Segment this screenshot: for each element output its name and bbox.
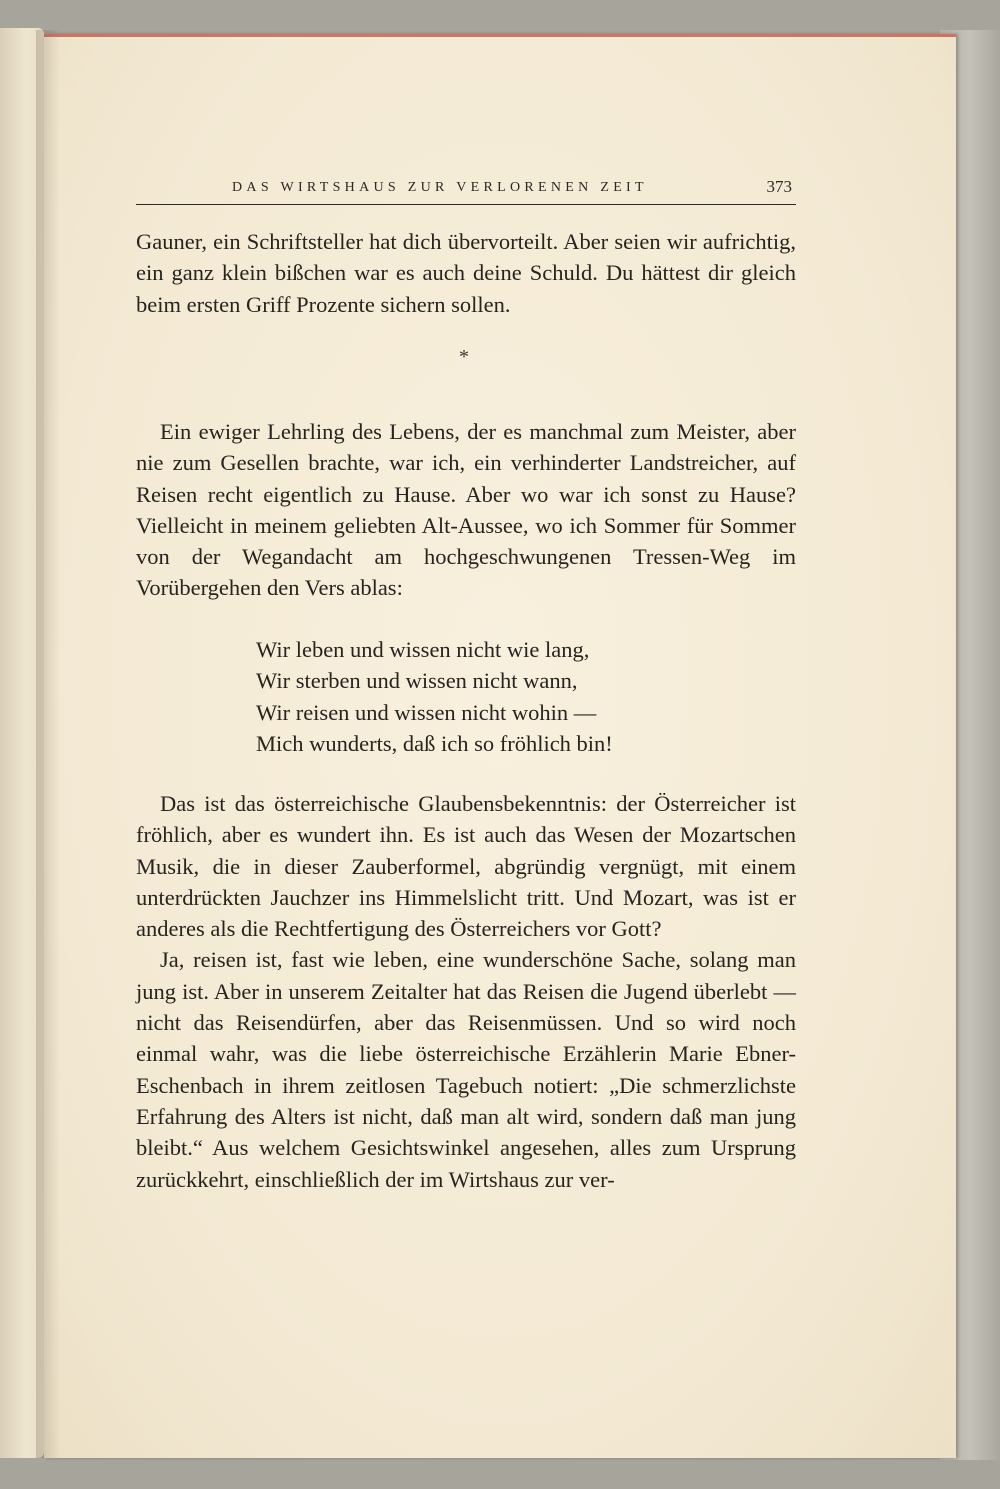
spine-shadow [36,30,60,1458]
section-separator: * [459,346,469,368]
verse [256,634,613,759]
book-page [44,34,956,1458]
page-number: 373 [766,177,792,196]
text-block-1 [136,226,796,320]
verse-line: Wir reisen und wissen nicht wohin — [256,699,597,725]
verse-line: Mich wunderts, daß ich so fröhlich bin! [256,730,613,756]
page-top-edge [44,34,956,37]
verse-line: Wir leben und wissen nicht wie lang, [256,637,590,662]
paragraph-1: Gauner, ein Schriftsteller hat dich übervorteilt. Aber seien wir aufrichtig, ein ganz klein bißchen war es auch deine Schuld. Du hättest dir gleich beim ersten Griff Prozente sichern sollen. [136,229,796,317]
running-title: DAS WIRTSHAUS ZUR VERLORENEN ZEIT [232,180,648,195]
text-block-3 [136,788,796,1195]
running-header [136,174,796,205]
paragraph-2: Ein ewiger Lehrling des Lebens, der es manchmal zum Meister, aber nie zum Gesellen brachte, war ich, ein verhinderter Landstreicher, auf Reisen recht eigentlich zu Hause. Aber wo war ich sonst zu Hause? Vielleicht in meinem geliebten Alt-Aussee, wo ich Sommer für Sommer von der Wegandacht am hochgeschwungenen Tressen-Weg im Vorübergehen den Vers ablas: [136,419,796,601]
verse-line: Wir sterben und wissen nicht wann, [256,668,578,694]
text-block-2 [136,416,796,604]
paragraph-3: Das ist das österreichische Glaubensbekenntnis: der Österreicher ist fröhlich, aber es wundert ihn. Es ist auch das Wesen der Mozartschen Musik, die in dieser Zauberformel, abgründig vergnügt, mit einem unterdrückten Jauchzer ins Himmelslicht tritt. Und Mozart, was ist er anderes als die Rechtfertigung des Österreichers vor Gott? [136,791,796,942]
paragraph-4: Ja, reisen ist, fast wie leben, eine wunderschöne Sache, solang man jung ist. Aber in unserem Zeitalter hat das Reisen die Jugend überlebt — nicht das Reisendürfen, aber das Reisenmüssen. Und so wird noch einmal wahr, was die liebe österreichische Erzählerin Marie Ebner-Eschenbach in ihrem zeitlosen Tagebuch notiert: „Die schmerzlichste Erfahrung des Alters ist nicht, daß man alt wird, sondern daß man jung bleibt.“ Aus welchem Gesichtswinkel angesehen, alles zum Ursprung zurückkehrt, einschließlich der im Wirtshaus zur ver- [136,947,796,1192]
